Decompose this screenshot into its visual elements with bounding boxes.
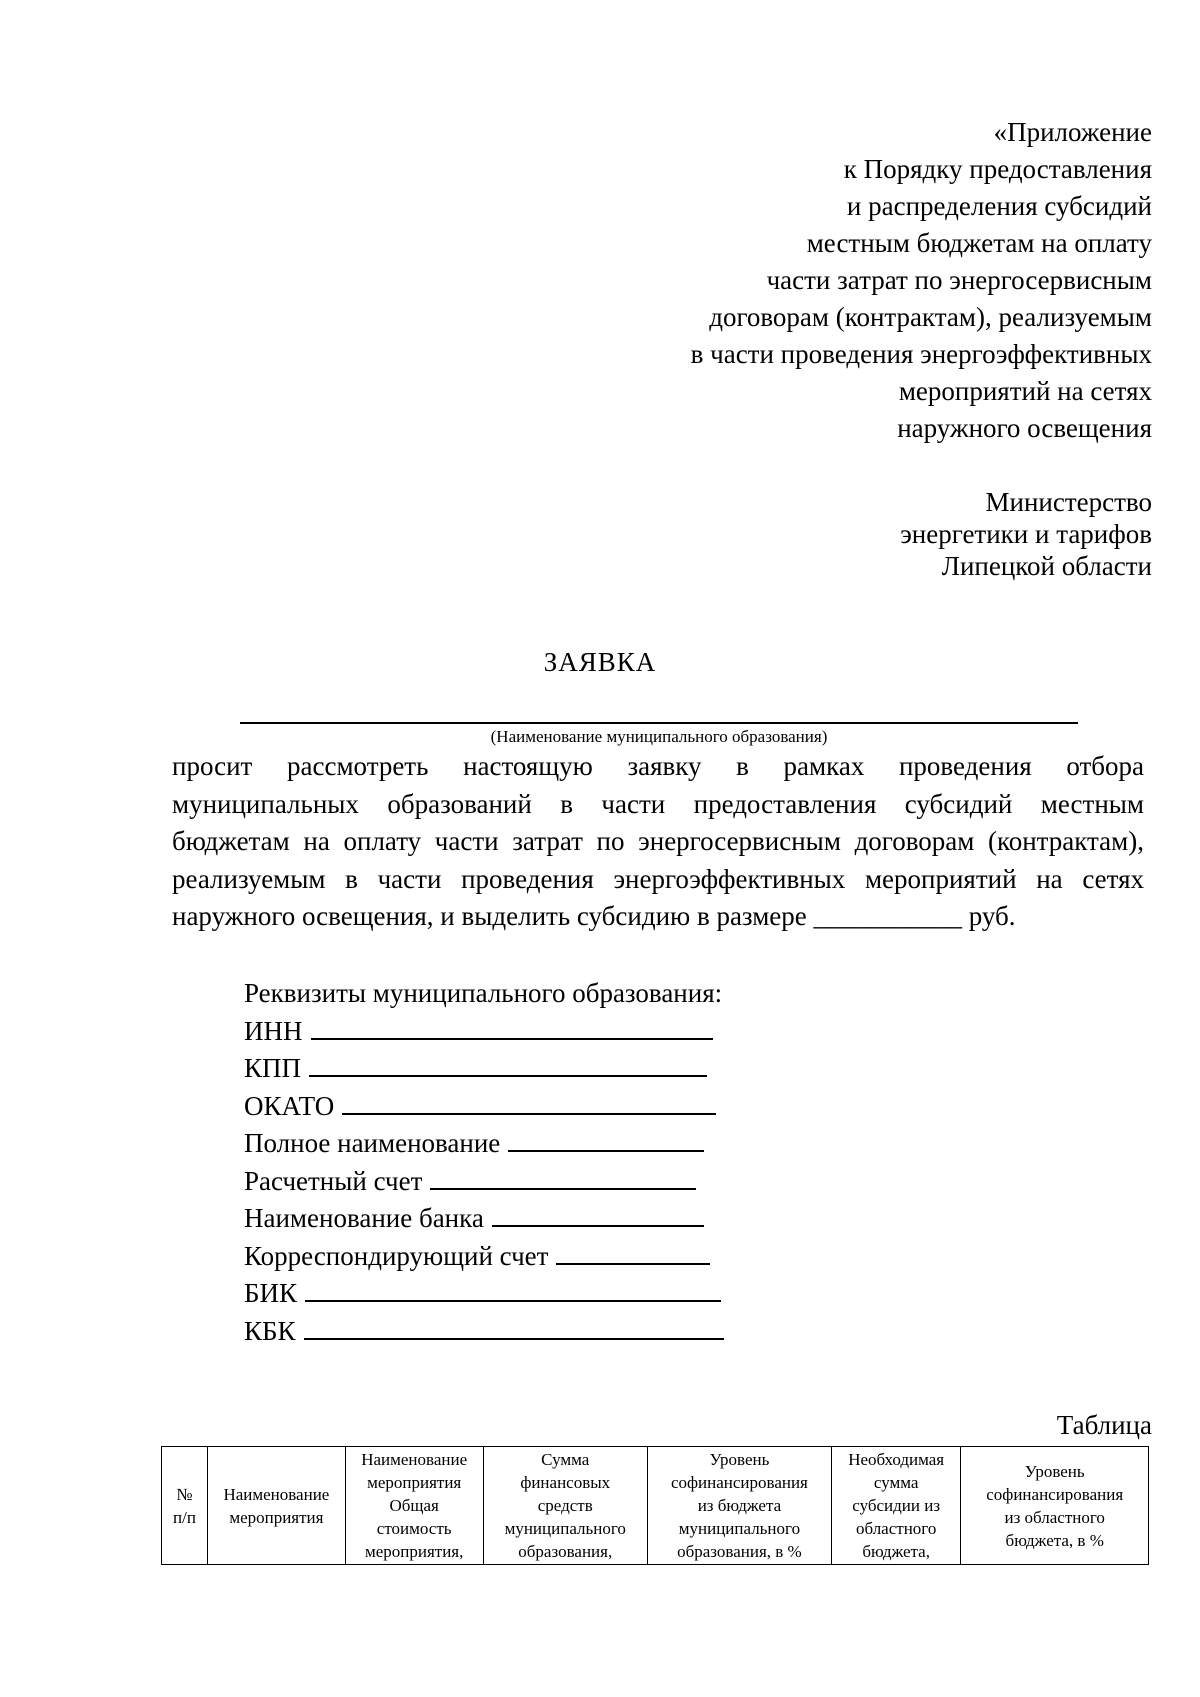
requisite-bik — [244, 1275, 724, 1313]
requisite-label: КБК — [244, 1315, 296, 1346]
inn-field[interactable] — [311, 1016, 713, 1040]
addressee-line: энергетики и тарифов — [900, 519, 1152, 549]
requisites-block — [244, 975, 724, 1350]
requisite-full-name — [244, 1125, 724, 1163]
document-title: ЗАЯВКА — [543, 647, 657, 677]
subsidy-amount-blank[interactable]: ___________ — [813, 901, 963, 931]
appendix-header-line: договорам (контрактам), реализуемым — [709, 302, 1152, 332]
requisite-inn — [244, 1013, 724, 1051]
col-municipal-funds: Сумма финансовых средств муниципального образования, — [483, 1447, 647, 1565]
appendix-header-line: в части проведения энергоэффективных — [690, 339, 1152, 369]
table-header-row — [162, 1447, 1149, 1565]
addressee-line: Липецкой области — [941, 551, 1152, 581]
appendix-header-line: «Приложение — [993, 117, 1152, 147]
paragraph-line: муниципальных образований в части предоставления субсидий местным — [172, 788, 1144, 819]
col-municipal-cofinancing: Уровень софинансирования из бюджета муниципального образования, в % — [647, 1447, 831, 1565]
currency-label: руб. — [968, 901, 1016, 931]
col-measure-name: Наименование мероприятия — [208, 1447, 346, 1565]
col-regional-cofinancing: Уровень софинансирования из областного бюджета, в % — [961, 1447, 1149, 1565]
requisite-label: Наименование банка — [244, 1203, 484, 1233]
bik-field[interactable] — [305, 1278, 721, 1302]
requisite-kpp — [244, 1050, 724, 1088]
kpp-field[interactable] — [309, 1053, 707, 1077]
appendix-header-line: наружного освещения — [897, 413, 1152, 443]
requisite-label: Корреспондирующий счет — [244, 1240, 549, 1271]
appendix-header — [512, 114, 1152, 447]
requisite-label: КПП — [244, 1053, 302, 1083]
appendix-header-line: части затрат по энергосервисным — [766, 265, 1152, 295]
measures-table — [161, 1446, 1149, 1565]
col-required-subsidy: Необходимая сумма субсидии из областного бюджета, — [831, 1447, 961, 1565]
addressee-block — [632, 486, 1152, 582]
full-name-field[interactable] — [508, 1128, 704, 1152]
okato-field[interactable] — [342, 1091, 716, 1115]
requisite-corr-account — [244, 1238, 724, 1276]
paragraph-line: бюджетам на оплату части затрат по энергосервисным договорам (контрактам), — [172, 826, 1144, 856]
appendix-header-line: и распределения субсидий — [846, 191, 1152, 221]
requisite-label: БИК — [244, 1278, 298, 1308]
table-caption: Таблица — [1056, 1410, 1152, 1440]
bank-name-field[interactable] — [492, 1203, 704, 1227]
org-name-caption: (Наименование муниципального образования) — [490, 727, 828, 746]
appendix-header-line: к Порядку предоставления — [843, 154, 1152, 184]
account-field[interactable] — [430, 1166, 696, 1190]
org-name-blank-line[interactable] — [240, 722, 1078, 724]
request-paragraph — [172, 748, 1144, 936]
requisite-bank — [244, 1200, 724, 1238]
requisite-okato — [244, 1088, 724, 1126]
requisite-label: Расчетный счет — [244, 1165, 423, 1196]
requisite-label: ИНН — [244, 1015, 303, 1046]
paragraph-line-text: наружного освещения, и выделить субсидию в размере — [172, 901, 807, 931]
requisite-label: ОКАТО — [244, 1090, 335, 1121]
appendix-header-line: местным бюджетам на оплату — [806, 228, 1152, 258]
requisite-account — [244, 1163, 724, 1201]
requisites-heading: Реквизиты муниципального образования: — [244, 978, 723, 1008]
paragraph-last-line — [172, 898, 1144, 936]
addressee-line: Министерство — [985, 487, 1152, 517]
col-number: № п/п — [162, 1447, 208, 1565]
appendix-header-line: мероприятий на сетях — [898, 376, 1152, 406]
kbk-field[interactable] — [304, 1316, 724, 1340]
requisite-label: Полное наименование — [244, 1128, 501, 1158]
paragraph-line: просит рассмотреть настоящую заявку в рамках проведения отбора — [172, 751, 1144, 781]
paragraph-line: реализуемым в части проведения энергоэффективных мероприятий на сетях — [172, 863, 1144, 894]
col-measure-cost: Наименование мероприятия Общая стоимость мероприятия, — [345, 1447, 483, 1565]
corr-account-field[interactable] — [556, 1241, 710, 1265]
requisite-kbk — [244, 1313, 724, 1351]
